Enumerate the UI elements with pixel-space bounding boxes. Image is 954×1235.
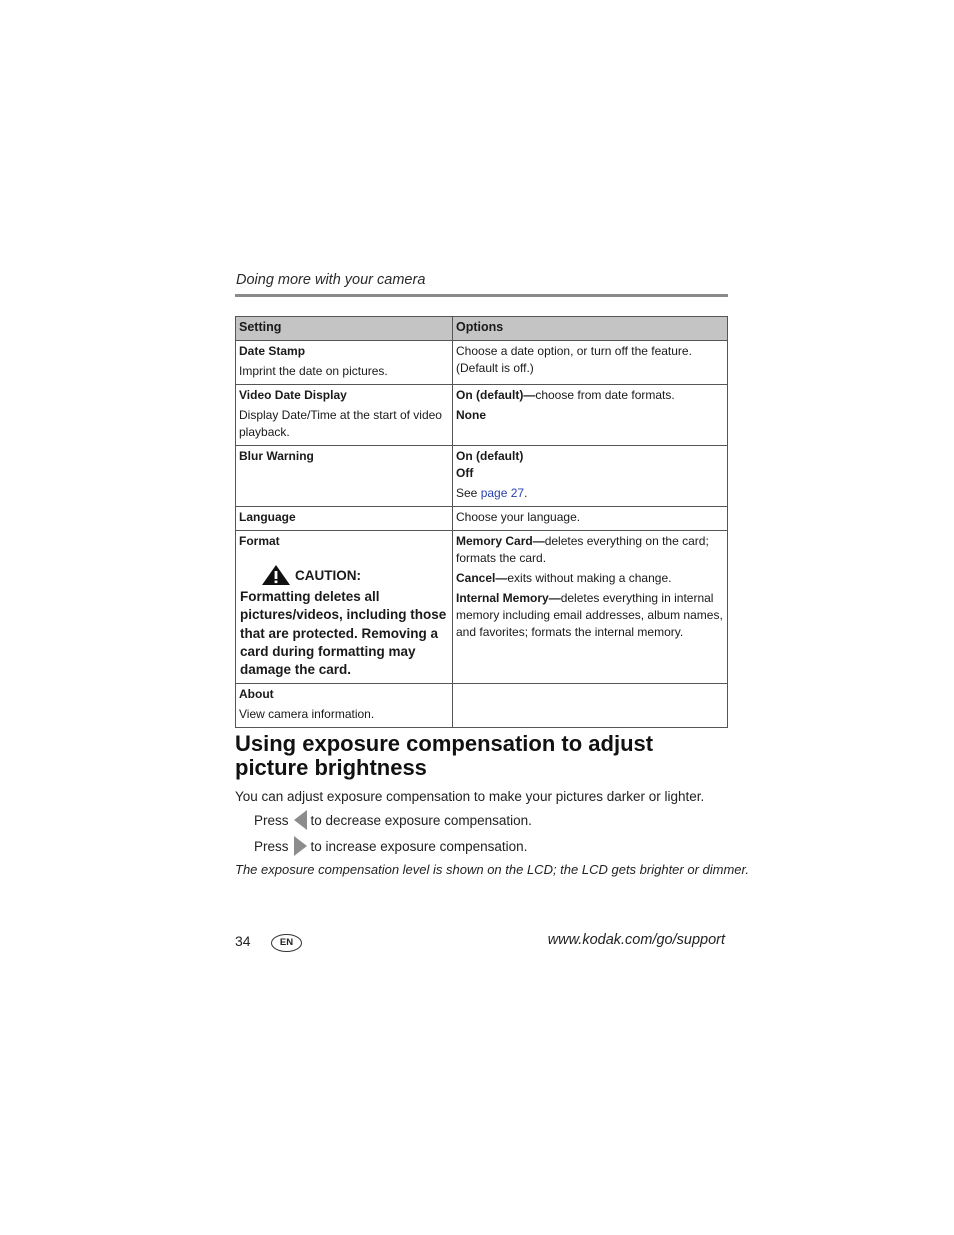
options-cell xyxy=(453,684,728,728)
setting-cell xyxy=(236,446,453,507)
option-text: choose from date formats. xyxy=(535,388,675,402)
section-note: The exposure compensation level is shown on the LCD; the LCD gets brighter or dimmer. xyxy=(235,862,749,877)
option-bold: Internal Memory— xyxy=(456,591,561,605)
options-column-header: Options xyxy=(453,317,728,341)
page-header xyxy=(235,270,728,297)
section-intro: You can adjust exposure compensation to make your pictures darker or lighter. xyxy=(235,789,705,804)
option-text: deletes everything in internal memory including email addresses, album names, and favorites; formats the internal memory. xyxy=(456,591,723,639)
option-text: Choose a date option, or turn off the feature. (Default is off.) xyxy=(456,344,692,375)
step-text: to decrease exposure compensation. xyxy=(310,812,532,828)
option-text: deletes everything on the card; formats the card. xyxy=(456,534,709,565)
options-cell xyxy=(453,341,728,385)
see-text: See xyxy=(456,486,481,500)
table-row-date-stamp xyxy=(236,341,728,385)
caution-text: Formatting deletes all pictures/videos, including those that are protected. Removing a card during formatting may damage the card. xyxy=(240,589,447,678)
option-text: exits without making a change. xyxy=(507,571,672,585)
step-increase xyxy=(254,836,527,856)
setting-desc: Imprint the date on pictures. xyxy=(239,364,388,378)
step-press: Press xyxy=(254,838,289,854)
option-line xyxy=(456,590,724,641)
option-line xyxy=(456,570,724,587)
support-url[interactable]: www.kodak.com/go/support xyxy=(547,932,725,948)
table-header-row xyxy=(236,317,728,341)
page-number: 34 xyxy=(235,933,251,949)
header-rule xyxy=(235,294,728,297)
setting-desc: View camera information. xyxy=(239,707,375,722)
see-end: . xyxy=(524,486,528,500)
options-cell xyxy=(453,446,728,507)
setting-cell xyxy=(236,341,453,385)
setting-desc: Display Date/Time at the start of video playback. xyxy=(239,408,442,439)
option-text: Choose your language. xyxy=(456,510,581,524)
setting-name: Format xyxy=(239,534,280,548)
step-press: Press xyxy=(254,812,289,828)
step-decrease xyxy=(254,810,532,830)
option-line xyxy=(456,387,724,404)
setting-cell xyxy=(236,507,453,531)
table-row-blur xyxy=(236,446,728,507)
setting-name: Blur Warning xyxy=(239,449,314,463)
setting-cell xyxy=(236,684,453,728)
option-bold: Cancel— xyxy=(456,571,508,585)
option-bold: None xyxy=(456,408,486,422)
header-title: Doing more with your camera xyxy=(236,272,426,288)
see-line xyxy=(456,485,724,502)
option-bold: On (default)— xyxy=(456,388,536,402)
right-arrow-icon xyxy=(294,836,307,856)
option-bold: On (default) xyxy=(456,449,524,463)
table-row-video-date xyxy=(236,385,728,446)
caution-label: CAUTION: xyxy=(295,567,361,583)
option-line xyxy=(456,533,724,567)
section-title: Using exposure compensation to adjust picture brightness xyxy=(235,731,654,780)
options-cell xyxy=(453,531,728,684)
table-row-format xyxy=(236,531,728,684)
setting-name: About xyxy=(239,687,274,702)
setting-name: Date Stamp xyxy=(239,344,306,358)
warning-triangle-icon xyxy=(261,564,291,586)
setting-column-header: Setting xyxy=(236,317,453,341)
options-cell xyxy=(453,507,728,531)
settings-table xyxy=(235,316,728,728)
setting-cell xyxy=(236,385,453,446)
setting-name: Video Date Display xyxy=(239,388,347,402)
language-badge: EN xyxy=(271,934,302,952)
page-link[interactable]: page 27 xyxy=(480,486,525,500)
step-text: to increase exposure compensation. xyxy=(310,838,528,854)
options-cell xyxy=(453,385,728,446)
setting-cell xyxy=(236,531,453,684)
caution-heading xyxy=(261,564,449,586)
setting-name: Language xyxy=(239,510,296,524)
table-row-about xyxy=(236,684,728,728)
left-arrow-icon xyxy=(294,810,307,830)
option-bold: Memory Card— xyxy=(456,534,545,548)
option-bold: Off xyxy=(456,466,474,480)
table-row-language xyxy=(236,507,728,531)
